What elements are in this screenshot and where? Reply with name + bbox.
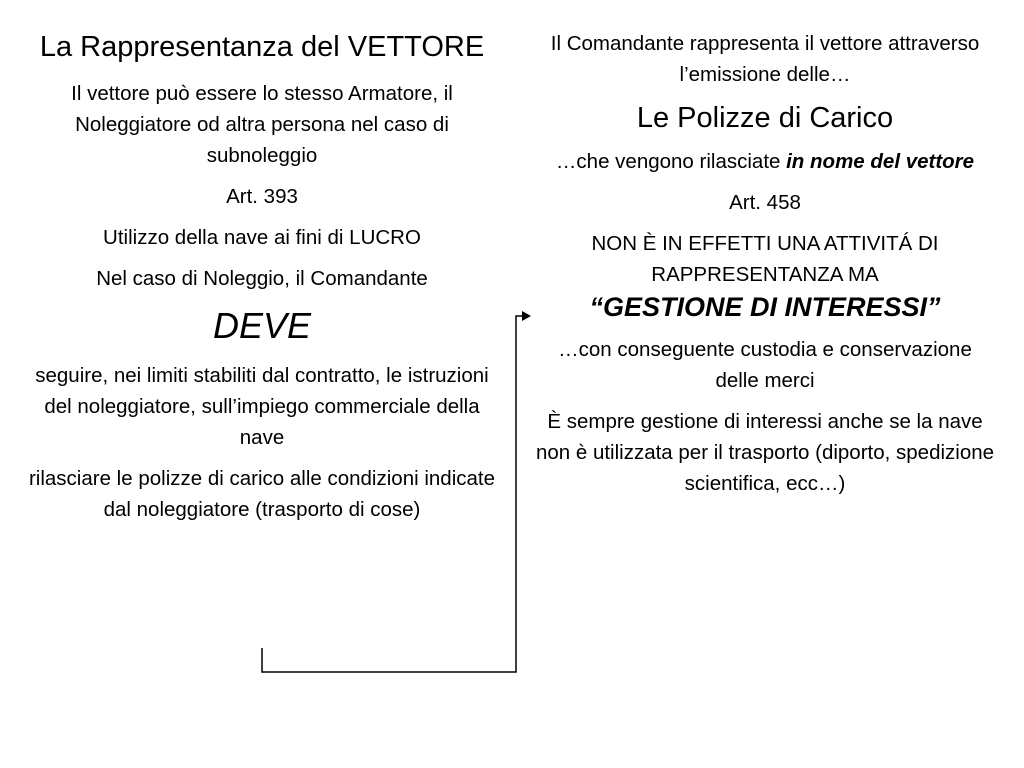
right-paragraph-sempre: È sempre gestione di interessi anche se la nave non è utilizzata per il trasporto (diporto, spedizione scientifica, ecc…)	[535, 410, 995, 495]
left-paragraph-vettore: Il vettore può essere lo stesso Armatore, il Noleggiatore od altra persona nel caso di subnoleggio	[71, 82, 453, 167]
right-rilasciate-emphasis: in nome del vettore	[786, 150, 975, 173]
right-paragraph-rappresentanza	[535, 228, 995, 324]
left-paragraph-comandante: Nel caso di Noleggio, il Comandante	[96, 267, 428, 290]
right-gestione-interessi: “GESTIONE DI INTERESSI”	[589, 292, 941, 322]
connector-arrowhead-icon	[522, 311, 531, 321]
right-paragraph-rilasciate	[535, 146, 995, 177]
left-paragraph-lucro: Utilizzo della nave ai fini di LUCRO	[103, 226, 421, 249]
left-deve-heading: DEVE	[212, 305, 312, 346]
left-paragraph-seguire: seguire, nei limiti stabiliti dal contratto, le istruzioni del noleggiatore, sull’impiego commerciale della nave	[35, 364, 489, 449]
right-article-458: Art. 458	[729, 191, 801, 214]
left-article-393: Art. 393	[226, 185, 298, 208]
right-rilasciate-prefix: …che vengono rilasciate	[555, 150, 787, 173]
right-title: Le Polizze di Carico	[636, 102, 894, 134]
left-title: La Rappresentanza del VETTORE	[39, 31, 485, 63]
right-paragraph-custodia: …con conseguente custodia e conservazione delle merci	[558, 338, 972, 392]
left-column	[26, 28, 498, 535]
left-paragraph-rilasciare: rilasciare le polizze di carico alle condizioni indicate dal noleggiatore (trasporto di cose)	[28, 467, 496, 521]
right-intro: Il Comandante rappresenta il vettore attraverso l’emissione delle…	[550, 32, 980, 86]
right-column	[535, 28, 995, 509]
right-rappresentanza-text: NON È IN EFFETTI UNA ATTIVITÁ DI RAPPRESENTANZA MA	[591, 232, 939, 286]
